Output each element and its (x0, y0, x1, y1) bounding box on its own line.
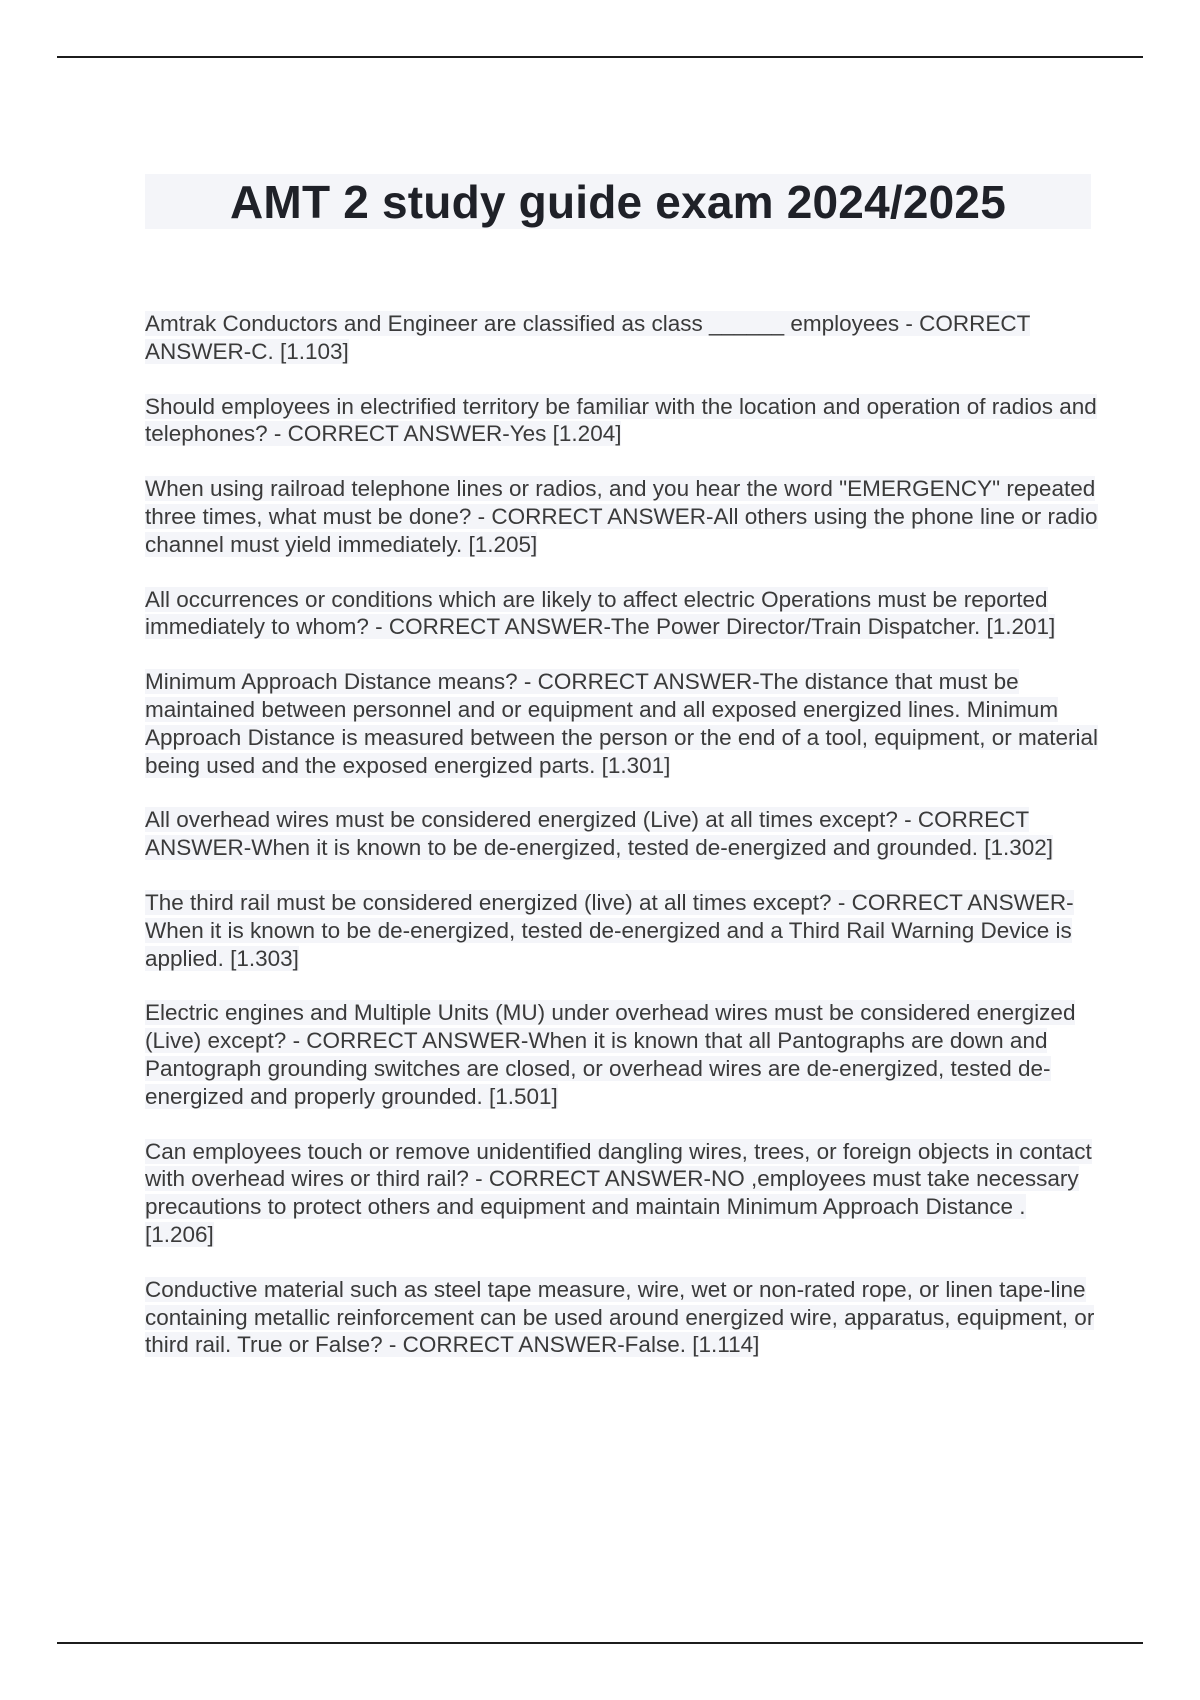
qa-text: All overhead wires must be considered energized (Live) at all times except? - CORRECT ANSWER-When it is known to be de-energized, tested de-energized and grounded. [1.302] (145, 807, 1054, 861)
qa-item (145, 1276, 1100, 1359)
qa-item (145, 668, 1100, 779)
bottom-divider (57, 1642, 1143, 1644)
qa-item (145, 999, 1100, 1110)
title-band (145, 174, 1091, 229)
page-title: AMT 2 study guide exam 2024/2025 (230, 175, 1006, 228)
question-answer-list (145, 310, 1100, 1386)
qa-item (145, 889, 1100, 972)
qa-item (145, 806, 1100, 862)
qa-text: Minimum Approach Distance means? - CORRECT ANSWER-The distance that must be maintained between personnel and or equipment and all exposed energized lines. Minimum Approach Distance is measured between the person or the end of a tool, equipment, or material being used and the exposed energized parts. [1.301] (145, 669, 1099, 778)
top-divider (57, 56, 1143, 58)
qa-text: Can employees touch or remove unidentified dangling wires, trees, or foreign objects in contact with overhead wires or third rail? - CORRECT ANSWER-NO ,employees must take necessary precautions to protect others and equipment and maintain Minimum Approach Distance . [1.206] (145, 1138, 1092, 1247)
qa-item (145, 393, 1100, 449)
qa-item (145, 586, 1100, 642)
qa-item (145, 1138, 1100, 1249)
qa-item (145, 475, 1100, 558)
qa-item (145, 310, 1100, 366)
qa-text: Amtrak Conductors and Engineer are classified as class ______ employees - CORRECT ANSWER-C. [1.103] (145, 311, 1031, 364)
qa-text: When using railroad telephone lines or radios, and you hear the word "EMERGENCY" repeated three times, what must be done? - CORRECT ANSWER-All others using the phone line or radio channel must yield immediately. [1.205] (145, 476, 1098, 557)
qa-text: Conductive material such as steel tape measure, wire, wet or non-rated rope, or linen tape-line containing metallic reinforcement can be used around energized wire, apparatus, equipment, or third rail. True or False? - CORRECT ANSWER-False. [1.114] (145, 1276, 1095, 1358)
qa-text: Should employees in electrified territory be familiar with the location and operation of radios and telephones? - CORRECT ANSWER-Yes [1.204] (145, 393, 1097, 447)
qa-text: The third rail must be considered energized (live) at all times except? - CORRECT ANSWER-When it is known to be de-energized, tested de-energized and a Third Rail Warning Device is applied. [1.303] (145, 889, 1074, 971)
qa-text: All occurrences or conditions which are likely to affect electric Operations must be reported immediately to whom? - CORRECT ANSWER-The Power Director/Train Dispatcher. [1.201] (145, 586, 1056, 640)
qa-text: Electric engines and Multiple Units (MU) under overhead wires must be considered energized (Live) except? - CORRECT ANSWER-When it is known that all Pantographs are down and Pantograph grounding switches are closed, or overhead wires are de-energized, tested de-energized and properly grounded. [1.501] (145, 1000, 1076, 1109)
